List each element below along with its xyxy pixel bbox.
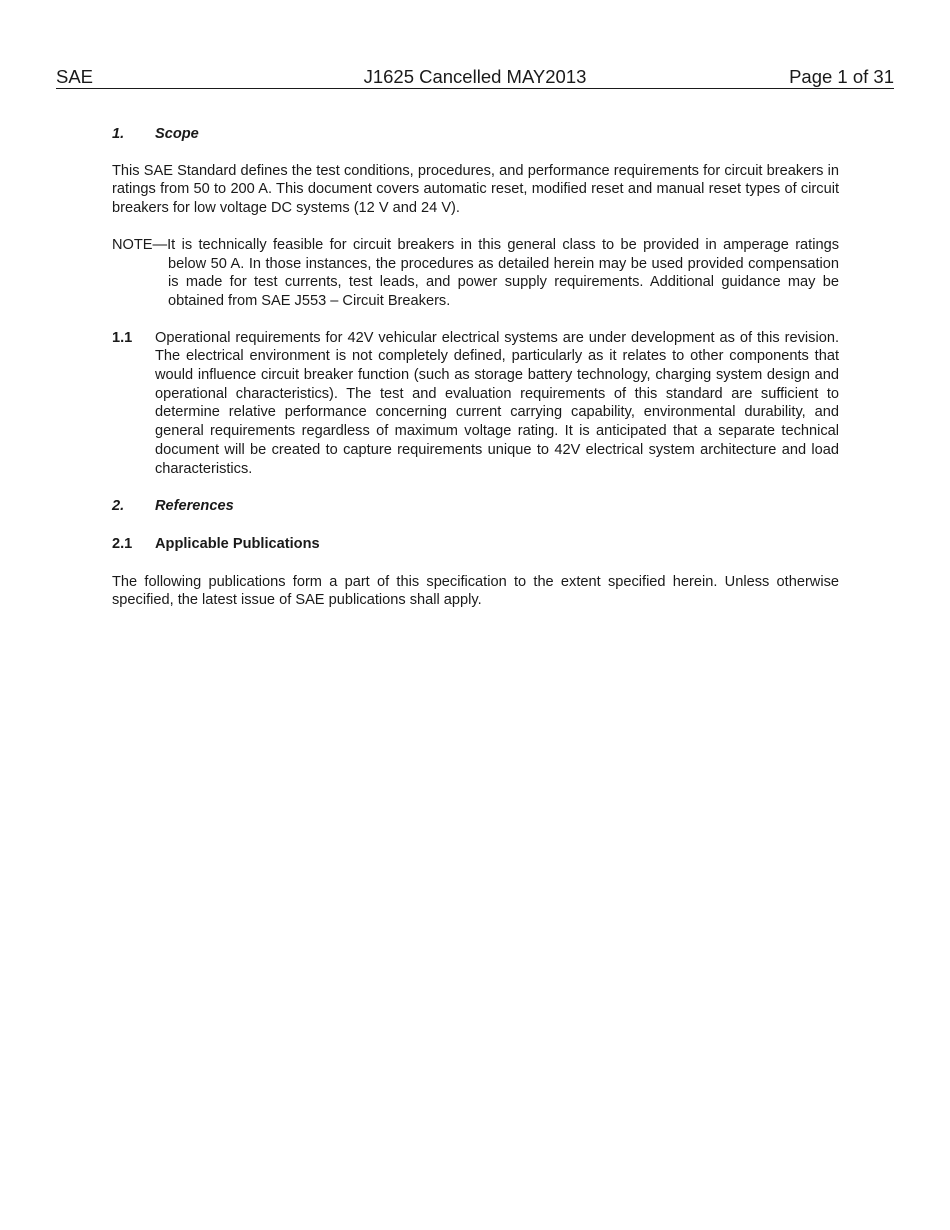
publications-paragraph: The following publications form a part of this specification to the extent specified herein. Unless otherwise specified, the latest issue of SAE publications shall apply. — [112, 573, 839, 609]
section-heading-scope — [112, 125, 839, 144]
page-header — [56, 66, 894, 89]
section-number: 2. — [112, 498, 125, 515]
header-organization: SAE — [56, 66, 94, 87]
subsection-title: Applicable Publications — [155, 535, 320, 552]
scope-paragraph: This SAE Standard defines the test conditions, procedures, and performance requirements for circuit breakers in ratings from 50 to 200 A. This document covers automatic reset, modified reset and manual reset types of circuit breakers for low voltage DC systems (12 V and 24 V). — [112, 162, 839, 217]
section-title: Scope — [155, 126, 199, 142]
section-title: References — [155, 498, 234, 515]
document-body — [112, 125, 839, 610]
scope-note: NOTE—It is technically feasible for circuit breakers in this general class to be provided in amperage ratings below 50 A. In those instances, the procedures as detailed herein may be used provided compensation is made for test currents, test leads, and power supply requirements. Additional guidance may be obtained from SAE J553 – Circuit Breakers. — [112, 236, 839, 309]
subsection-heading-2-1 — [112, 535, 839, 554]
subsection-number: 2.1 — [112, 535, 133, 552]
section-heading-references — [112, 497, 839, 516]
subsection-text: Operational requirements for 42V vehicular electrical systems are under development as of this revision. The electrical environment is not completely defined, particularly as it relates to other components that would influence circuit breaker function (such as storage battery technology, charging system design and operational characteristics). The test and evaluation requirements of this standard are sufficient to determine relative performance concerning current carrying capability, environmental durability, and general requirements regardless of maximum voltage rating. It is anticipated that a separate technical document will be created to capture requirements unique to 42V electrical system architecture and load characteristics. — [155, 329, 839, 477]
section-number: 1. — [112, 126, 125, 142]
header-page-number: Page 1 of 31 — [789, 66, 894, 87]
subsection-number: 1.1 — [112, 329, 133, 346]
header-document-id: J1625 Cancelled MAY2013 — [363, 66, 587, 87]
subsection-1-1 — [112, 329, 839, 479]
